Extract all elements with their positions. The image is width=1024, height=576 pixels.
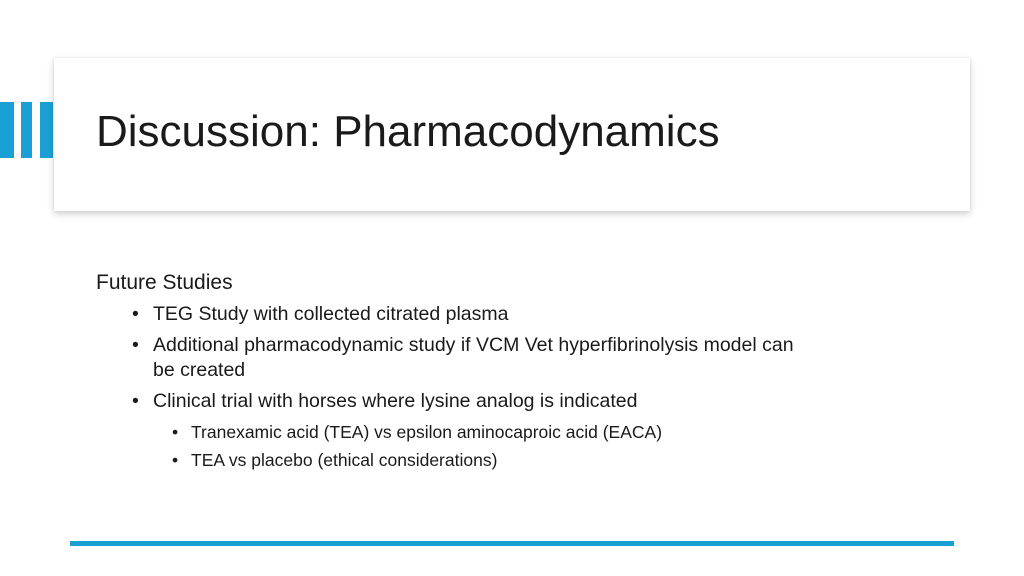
bullet-item: • TEG Study with collected citrated plasma [153, 302, 813, 327]
bullet-item [153, 389, 813, 474]
accent-bar [40, 102, 53, 158]
accent-bar [21, 102, 32, 158]
accent-bars-decoration [0, 102, 60, 158]
accent-bar [0, 102, 14, 158]
sub-bullet-item: • TEA vs placebo (ethical considerations) [191, 446, 813, 474]
sub-bullet-list [153, 418, 813, 474]
slide-title: Discussion: Pharmacodynamics [96, 107, 720, 156]
section-heading: Future Studies [96, 271, 233, 294]
sub-bullet-item: • Tranexamic acid (TEA) vs epsilon aminocaproic acid (EACA) [191, 418, 813, 446]
title-card [54, 58, 970, 211]
bottom-divider [70, 541, 954, 546]
bullet-item: • Additional pharmacodynamic study if VCM Vet hyperfibrinolysis model can be created [153, 333, 813, 383]
bullet-item-text: Clinical trial with horses where lysine analog is indicated [153, 390, 638, 412]
slide-body [96, 268, 916, 480]
bullet-list [96, 302, 916, 474]
